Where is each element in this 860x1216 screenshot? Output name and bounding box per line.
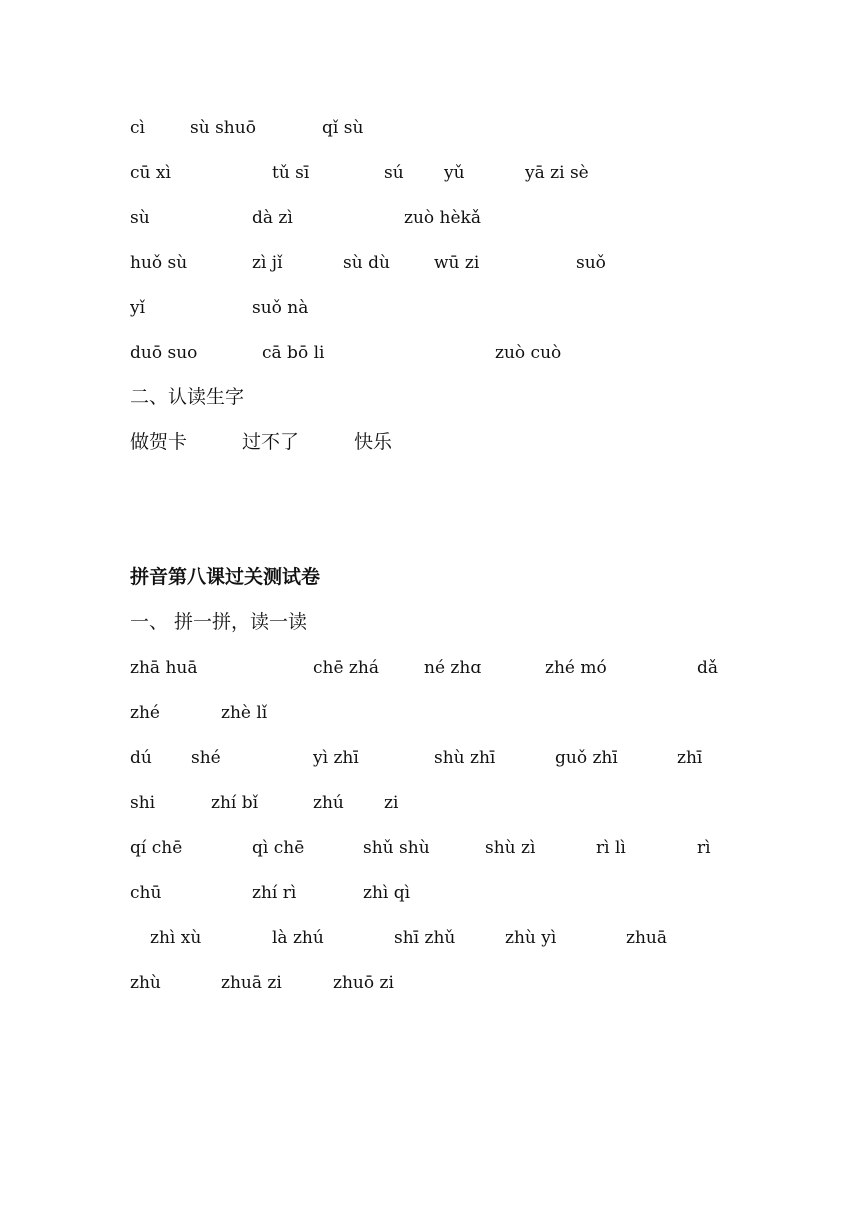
pinyin-word: cā bō li: [262, 343, 325, 363]
pinyin-word: shù zì: [485, 838, 536, 858]
pinyin-word: sù shuō: [190, 118, 256, 138]
pinyin-word: dà zì: [252, 208, 293, 228]
pinyin-word: dú: [130, 748, 152, 768]
pinyin-word: rì: [697, 838, 711, 858]
pinyin-word: zhí bǐ: [211, 793, 259, 813]
pinyin-word: zuò hèkǎ: [404, 208, 481, 228]
pinyin-word: zhì xù: [150, 928, 202, 948]
pinyin-word: suǒ nà: [252, 298, 309, 318]
pinyin-word: shù zhī: [434, 748, 496, 768]
pinyin-word: zhù yì: [505, 928, 557, 948]
pinyin-word: zhí rì: [252, 883, 297, 903]
pinyin-word: sù dù: [343, 253, 390, 273]
pinyin-word: là zhú: [272, 928, 324, 948]
pinyin-word: zhī: [677, 748, 703, 768]
pinyin-word: yì zhī: [313, 748, 359, 768]
pinyin-word: zhú: [313, 793, 344, 813]
pinyin-word: shi: [130, 793, 156, 813]
pinyin-word: cū xì: [130, 163, 171, 183]
pinyin-word: zhā huā: [130, 658, 198, 678]
pinyin-word: zhì qì: [363, 883, 411, 903]
pinyin-word: zì jǐ: [252, 253, 283, 273]
pinyin-word: qí chē: [130, 838, 183, 858]
pinyin-word: shī zhǔ: [394, 928, 456, 948]
pinyin-word: tǔ sī: [272, 163, 310, 183]
pinyin-word: zhé mó: [545, 658, 607, 678]
chinese-word: 快乐: [354, 431, 393, 453]
pinyin-word: yǔ: [444, 163, 465, 183]
pinyin-word: zhé: [130, 703, 160, 723]
pinyin-word: chū: [130, 883, 162, 903]
pinyin-word: zhuā zi: [221, 973, 282, 993]
section-title: 二、认读生字: [130, 386, 245, 408]
pinyin-word: sú: [384, 163, 404, 183]
pinyin-word: zuò cuò: [495, 343, 562, 363]
pinyin-word: shé: [191, 748, 221, 768]
pinyin-word: shǔ shù: [363, 838, 430, 858]
pinyin-word: sù: [130, 208, 150, 228]
pinyin-word: huǒ sù: [130, 253, 188, 273]
pinyin-word: qì chē: [252, 838, 305, 858]
pinyin-word: duō suo: [130, 343, 198, 363]
pinyin-word: chē zhá: [313, 658, 379, 678]
chinese-word: 过不了: [242, 431, 300, 453]
pinyin-word: zhè lǐ: [221, 703, 268, 723]
pinyin-word: guǒ zhī: [555, 748, 618, 768]
pinyin-word: zhù: [130, 973, 161, 993]
pinyin-word: zi: [384, 793, 399, 813]
pinyin-word: cì: [130, 118, 145, 138]
pinyin-word: wū zi: [434, 253, 480, 273]
test-title: 拼音第八课过关测试卷: [130, 566, 321, 588]
pinyin-word: yǐ: [130, 298, 146, 318]
pinyin-word: qǐ sù: [322, 118, 364, 138]
pinyin-word: né zhɑ: [424, 658, 482, 678]
pinyin-word: yā zi sè: [525, 163, 589, 183]
part-title: 一、 拼一拼，读一读: [130, 611, 308, 633]
pinyin-word: zhuō zi: [333, 973, 394, 993]
pinyin-word: rì lì: [596, 838, 626, 858]
pinyin-word: dǎ: [697, 658, 719, 678]
pinyin-word: zhuā: [626, 928, 667, 948]
chinese-word: 做贺卡: [130, 431, 188, 453]
pinyin-word: suǒ: [576, 253, 606, 273]
